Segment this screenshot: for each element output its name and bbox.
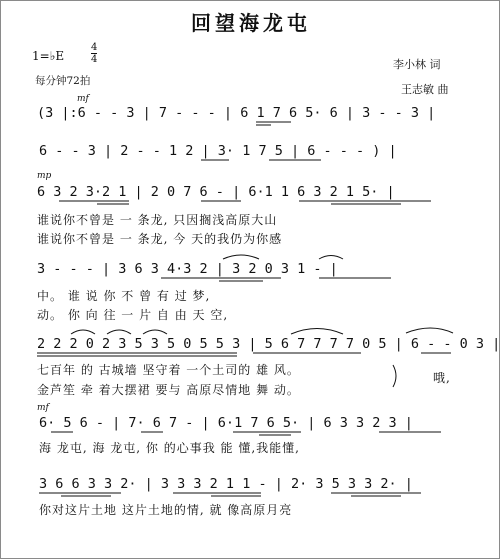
notation-row-4: 3 - - - | 3 6 3 4·3 2 | 3 2 0 3 1 - |	[37, 261, 338, 277]
notation-row-7: 3 6 6 3 3 2· | 3 3 3 2 1 1 - | 2· 3 5 3 3 2· |	[39, 476, 413, 492]
slur	[291, 329, 343, 335]
lyric-aside-oh: 哦,	[433, 371, 451, 385]
dynamic-mf-intro: mf	[77, 94, 89, 104]
lyric-row-5-verse-2: 金芦笙 牵 着大摆裙 要与 高原尽情地 舞 动。	[37, 383, 300, 397]
lyric-row-5-verse-1: 七百年 的 古城墙 坚守着 一个土司的 雄 风。	[37, 363, 300, 377]
slur	[223, 255, 259, 259]
song-title: 回望海龙屯	[191, 11, 311, 35]
notation-row-2: 6 - - 3 | 2 - - 1 2 | 3· 1 7 5 | 6 - - - ) |	[39, 143, 397, 159]
slur	[319, 256, 343, 260]
dynamic-mp: mp	[37, 171, 52, 181]
notation-row-6: 6· 5 6 - | 7· 6 7 - | 6·1 7 6 5· | 6 3 3 2 3 |	[39, 415, 413, 431]
notation-marks	[1, 1, 500, 560]
lyricist-credit: 李小林 词	[393, 58, 441, 71]
slur	[107, 330, 131, 334]
dynamic-mf-chorus: mf	[37, 403, 49, 413]
composer-credit: 王志敏 曲	[401, 83, 449, 96]
notation-row-1: (3 |:6 - - 3 | 7 - - - | 6 1 7 6 5· 6 | 3 - - 3 |	[37, 105, 436, 121]
lyric-row-4-verse-1: 中。 谁 说 你 不 曾 有 过 梦,	[37, 289, 211, 303]
time-numerator: 4	[91, 42, 98, 53]
lyric-row-7: 你对这片土地 这片土地的情, 就 像高原月亮	[39, 503, 293, 517]
lyric-row-3-verse-1: 谁说你不曾是 一 条龙, 只因搁浅高原大山	[37, 213, 278, 227]
notation-row-5: 2 2 2 0 2 3 5 3 5 0 5 5 3 | 5 6 7 7 7 7 0 5 | 6 - - 0 3 |	[37, 336, 500, 352]
slur	[71, 330, 95, 334]
lyric-row-4-verse-2: 动。 你 向 往 一 片 自 由 天 空,	[37, 308, 229, 322]
key-text: 1=♭E	[32, 49, 65, 63]
tempo-marking: 每分钟72拍	[35, 75, 91, 87]
time-denominator: 4	[91, 54, 98, 65]
slur	[406, 328, 453, 333]
slur	[143, 330, 167, 334]
notation-row-3: 6 3 2 3·2 1 | 2 0 7 6 - | 6·1 1 6 3 2 1 5· |	[37, 184, 395, 200]
lyric-row-3-verse-2: 谁说你不曾是 一 条龙, 今 天的我仍为你感	[37, 232, 283, 246]
verse-brace	[393, 365, 396, 387]
lyric-row-6: 海 龙屯, 海 龙屯, 你 的心事我 能 懂,我能懂,	[39, 441, 300, 455]
